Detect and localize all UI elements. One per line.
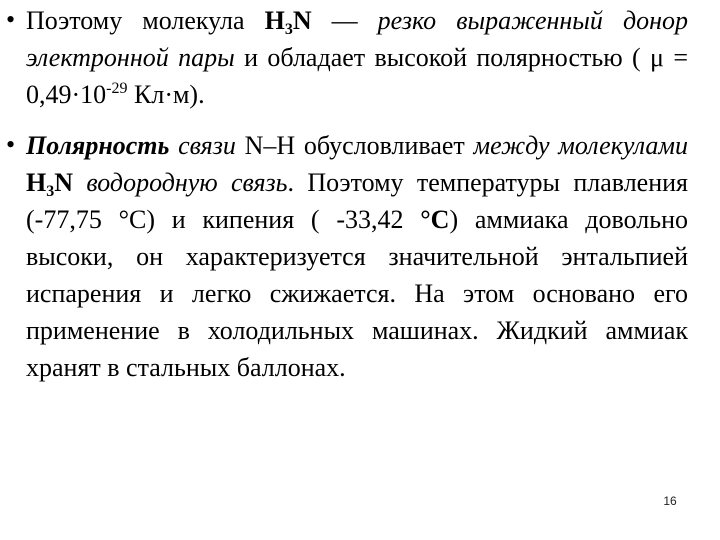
formula-nh3: $H_3N$ [26,168,74,200]
text-segment: и обладает высокой полярностью ( [234,43,651,72]
emphasis-polarity: Полярность [26,131,170,160]
bullet-marker: • [6,5,16,34]
text-segment: Кл·м). [127,80,205,109]
boiling-point-unit: °С [420,205,450,234]
emphasis-hydrogen-bond: водородную связь [86,168,288,197]
melting-point-value: -77,75 [34,205,102,234]
bullet-marker: • [6,130,16,159]
dash: — [311,6,378,35]
boiling-point-value: -33,42 [336,205,404,234]
emphasis-between-molecules: между молекулами [473,131,688,160]
paragraph-hydrogen-bond [26,127,688,386]
text-segment: Поэтому молекула [26,6,265,35]
text-segment: N–H обусловливает [235,131,474,160]
emphasis-donor: резко выраженный донор электронной пары [26,6,688,72]
text-segment: °С) и кипения ( [101,205,337,234]
exponent: -29 [106,80,128,97]
emphasis-bond: связи [169,131,236,160]
text-segment: ) аммиака довольно высоки, он характеризуется значительной энтальпией испарения и легко сжижается. На этом основано его применение в холодильных машинах. Жидкий аммиак хранят в стальных баллонах. [26,205,688,382]
text-segment: = 0,49·10 [26,43,688,109]
mu-symbol: μ [650,43,664,72]
text-segment: . Поэтому температуры плавления ( [26,168,688,234]
page-number: 16 [663,494,677,508]
paragraph-ammonia-donor [26,2,688,113]
formula-nh3: $H_3N$ [264,6,312,38]
